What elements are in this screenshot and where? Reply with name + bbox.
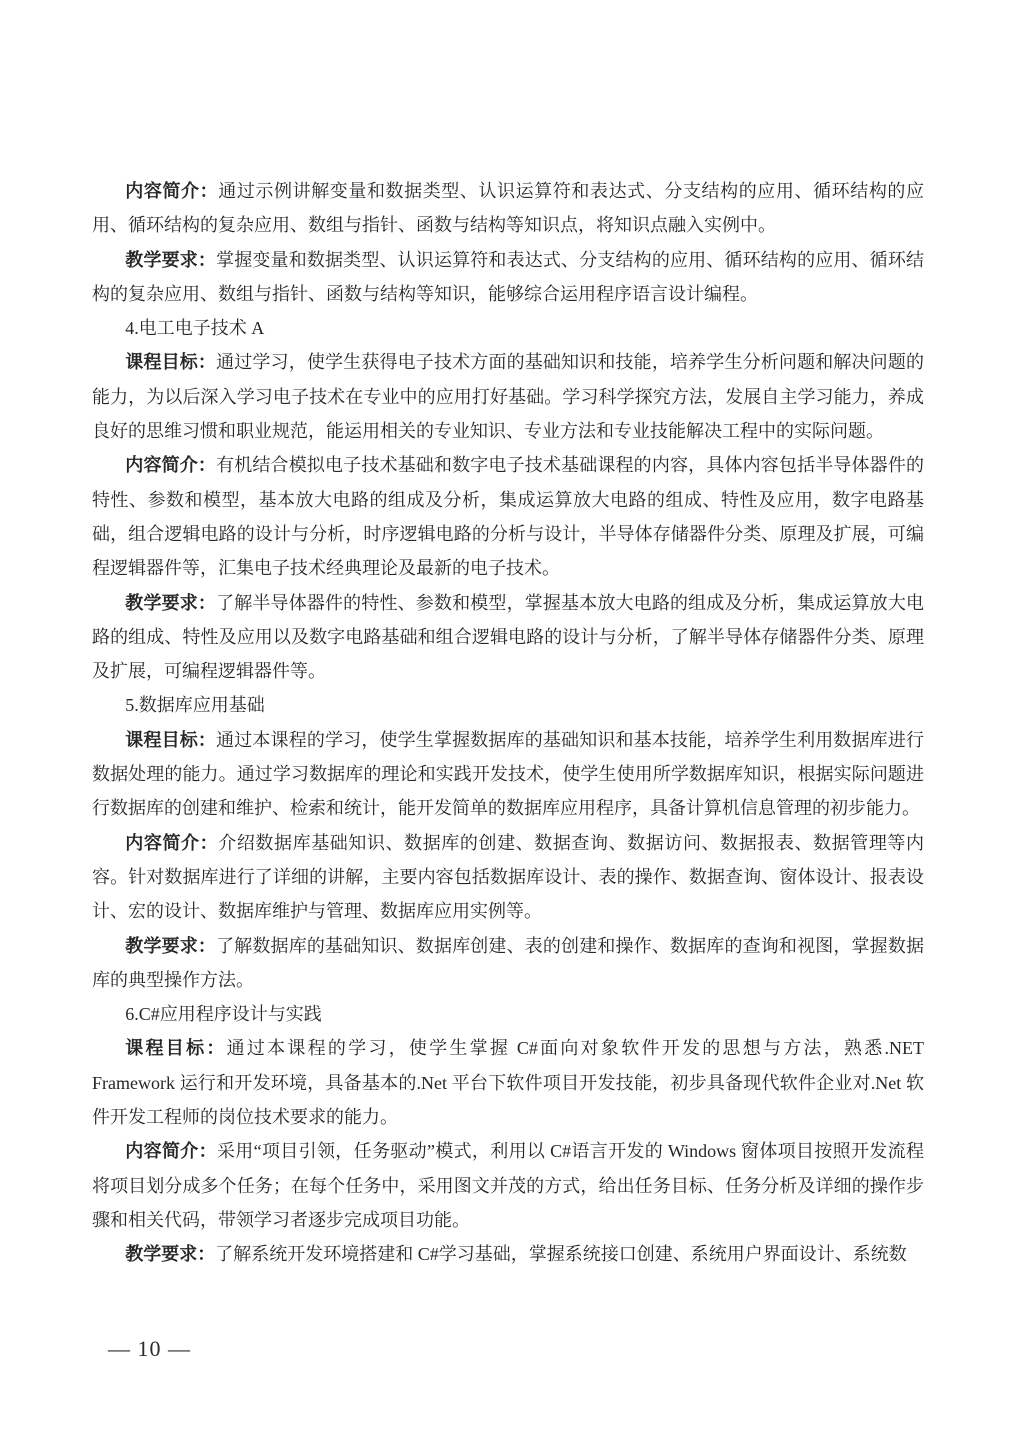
page-body-text <box>92 174 924 1272</box>
paragraph-text: 了解系统开发环境搭建和 C#学习基础，掌握系统接口创建、系统用户界面设计、系统数 <box>215 1244 907 1265</box>
paragraph <box>92 243 924 312</box>
paragraph-label: 教学要求： <box>125 935 217 956</box>
paragraph <box>92 345 924 448</box>
paragraph-label: 教学要求： <box>125 592 217 613</box>
paragraph <box>92 1031 924 1134</box>
paragraph <box>92 929 924 998</box>
page-number: — 10 — <box>108 1336 191 1361</box>
paragraph-label: 内容简介： <box>125 455 217 476</box>
paragraph <box>92 723 924 826</box>
paragraph <box>92 448 924 585</box>
paragraph-text: 了解数据库的基础知识、数据库创建、表的创建和操作、数据库的查询和视图，掌握数据库的典型操作方法。 <box>92 935 924 990</box>
section-heading: 4.电工电子技术 A <box>125 318 265 339</box>
paragraph-text: 通过示例讲解变量和数据类型、认识运算符和表达式、分支结构的应用、循环结构的应用、循环结构的复杂应用、数组与指针、函数与结构等知识点，将知识点融入实例中。 <box>92 181 925 236</box>
paragraph <box>92 174 924 243</box>
paragraph-label: 教学要求： <box>125 249 217 270</box>
paragraph <box>92 586 924 689</box>
paragraph-label: 课程目标： <box>125 1038 227 1059</box>
paragraph <box>92 1237 924 1271</box>
paragraph-label: 课程目标： <box>125 352 217 373</box>
paragraph-text: 通过本课程的学习，使学生掌握数据库的基础知识和基本技能，培养学生利用数据库进行数据处理的能力。通过学习数据库的理论和实践开发技术，使学生使用所学数据库知识，根据实际问题进行数据库的创建和维护、检索和统计，能开发简单的数据库应用程序，具备计算机信息管理的初步能力。 <box>92 729 924 819</box>
paragraph-text: 通过本课程的学习，使学生掌握 C#面向对象软件开发的思想与方法，熟悉.NET Framework 运行和开发环境，具备基本的.Net 平台下软件项目开发技能，初步具备现代软件企业对.Net 软件开发工程师的岗位技术要求的能力。 <box>92 1038 924 1128</box>
paragraph-text: 有机结合模拟电子技术基础和数字电子技术基础课程的内容，具体内容包括半导体器件的特性、参数和模型，基本放大电路的组成及分析，集成运算放大电路的组成、特性及应用，数字电路基础，组合逻辑电路的设计与分析，时序逻辑电路的分析与设计，半导体存储器件分类、原理及扩展，可编程逻辑器件等，汇集电子技术经典理论及最新的电子技术。 <box>92 455 924 579</box>
paragraph-label: 教学要求： <box>125 1244 216 1265</box>
paragraph-label: 内容简介： <box>125 1141 217 1162</box>
paragraph-text: 采用“项目引领，任务驱动”模式，利用以 C#语言开发的 Windows 窗体项目按照开发流程将项目划分成多个任务；在每个任务中，采用图文并茂的方式，给出任务目标、任务分析及详细的操作步骤和相关代码，带领学习者逐步完成项目功能。 <box>92 1141 925 1230</box>
section-heading: 5.数据库应用基础 <box>125 695 265 716</box>
paragraph <box>92 826 924 929</box>
section-heading: 6.C#应用程序设计与实践 <box>125 1004 322 1025</box>
paragraph-label: 内容简介： <box>125 832 219 853</box>
paragraph-label: 课程目标： <box>125 729 217 750</box>
paragraph-text: 介绍数据库基础知识、数据库的创建、数据查询、数据访问、数据报表、数据管理等内容。针对数据库进行了详细的讲解，主要内容包括数据库设计、表的操作、数据查询、窗体设计、报表设计、宏的设计、数据库维护与管理、数据库应用实例等。 <box>92 832 925 922</box>
paragraph-text: 通过学习，使学生获得电子技术方面的基础知识和技能，培养学生分析问题和解决问题的能力，为以后深入学习电子技术在专业中的应用打好基础。学习科学探究方法，发展自主学习能力，养成良好的思维习惯和职业规范，能运用相关的专业知识、专业方法和专业技能解决工程中的实际问题。 <box>92 352 924 442</box>
paragraph-text: 掌握变量和数据类型、认识运算符和表达式、分支结构的应用、循环结构的应用、循环结构的复杂应用、数组与指针、函数与结构等知识，能够综合运用程序语言设计编程。 <box>92 249 924 304</box>
paragraph-label: 内容简介： <box>125 181 219 201</box>
paragraph <box>92 1134 924 1237</box>
paragraph-text: 了解半导体器件的特性、参数和模型，掌握基本放大电路的组成及分析，集成运算放大电路的组成、特性及应用以及数字电路基础和组合逻辑电路的设计与分析，了解半导体存储器件分类、原理及扩展，可编程逻辑器件等。 <box>92 592 924 682</box>
